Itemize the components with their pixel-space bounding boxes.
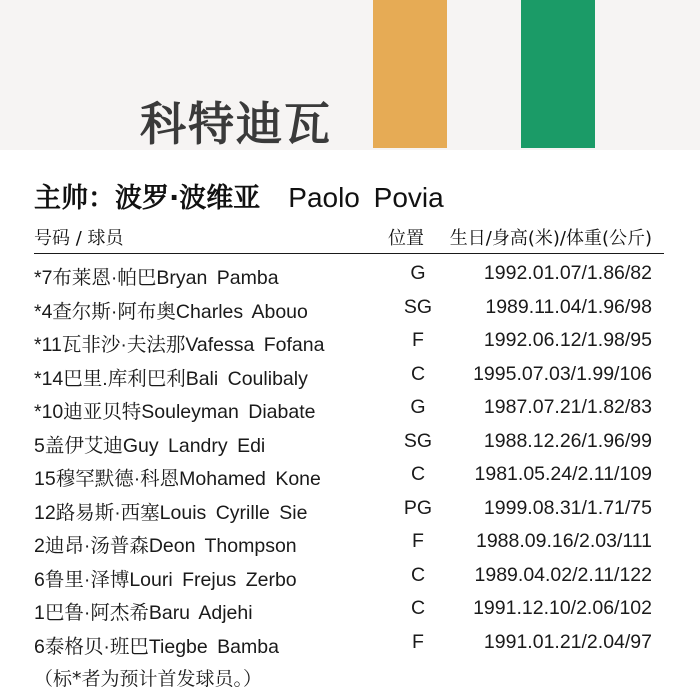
coach-line (34, 176, 444, 215)
player-name: 6泰格贝·班巴Tiegbe Bamba (34, 635, 279, 658)
player-position: C (410, 362, 426, 385)
coach-name-en: Paolo Povia (288, 182, 444, 213)
header-player: 号码 / 球员 (34, 228, 124, 249)
player-name: *11瓦非沙·夫法那Vafessa Fofana (34, 334, 325, 356)
table-row (34, 426, 664, 460)
table-row (34, 459, 664, 493)
player-stats: 1987.07.21/1.82/83 (483, 396, 652, 418)
player-stats: 1981.05.24/2.11/109 (474, 463, 652, 485)
player-stats: 1991.01.21/2.04/97 (483, 630, 652, 653)
coach-name-cn: 主帅：波罗·波维亚 (34, 183, 261, 214)
player-position: PG (403, 496, 433, 519)
starter-note: （标*者为预计首发球员。） (34, 668, 263, 690)
table-header (34, 222, 664, 252)
player-name: *4查尔斯·阿布奥Charles Abouo (34, 300, 308, 323)
player-stats: 1988.09.16/2.03/111 (475, 530, 652, 552)
table-row (34, 392, 664, 426)
flag-orange-stripe (373, 0, 447, 148)
player-name: 5盖伊艾迪Guy Landry Edi (34, 434, 266, 457)
player-position: C (410, 563, 426, 586)
table-row (34, 627, 664, 661)
player-position: F (412, 530, 424, 552)
player-stats: 1992.01.07/1.86/82 (483, 262, 652, 284)
table-row (34, 325, 664, 359)
table-row (34, 359, 664, 393)
team-name: 科特迪瓦 (140, 97, 332, 151)
player-stats: 1992.06.12/1.98/95 (483, 329, 652, 351)
player-stats: 1995.07.03/1.99/106 (473, 362, 652, 385)
player-stats: 1989.11.04/1.96/98 (485, 295, 652, 318)
header-position: 位置 (388, 228, 424, 249)
player-position: G (410, 396, 426, 418)
header-background (0, 0, 700, 150)
player-name: *7布莱恩·帕巴Bryan Pamba (34, 267, 279, 289)
table-row (34, 493, 664, 527)
player-stats: 1991.12.10/2.06/102 (473, 597, 652, 619)
player-stats: 1988.12.26/1.96/99 (483, 429, 652, 452)
player-name: 12路易斯·西塞Louis Cyrille Sie (34, 501, 308, 524)
player-stats: 1999.08.31/1.71/75 (483, 496, 652, 519)
roster-table (34, 258, 664, 660)
player-name: 15穆罕默德·科恩Mohamed Kone (34, 468, 321, 490)
flag-green-stripe (521, 0, 595, 148)
player-name: 2迪昂·汤普森Deon Thompson (34, 535, 297, 557)
player-stats: 1989.04.02/2.11/122 (474, 563, 652, 586)
header-divider (34, 253, 664, 254)
player-position: SG (403, 295, 433, 318)
table-row (34, 560, 664, 594)
player-name: 6鲁里·泽博Louri Frejus Zerbo (34, 568, 297, 591)
player-position: F (412, 329, 424, 351)
player-name: 1巴鲁·阿杰希Baru Adjehi (34, 602, 253, 624)
player-position: F (412, 630, 424, 653)
table-row (34, 593, 664, 627)
player-name: *14巴里.库利巴利Bali Coulibaly (34, 367, 308, 390)
table-row (34, 292, 664, 326)
player-position: SG (403, 429, 433, 452)
player-position: C (410, 597, 426, 619)
player-position: C (410, 463, 426, 485)
table-row (34, 526, 664, 560)
header-stats: 生日/身高(米)/体重(公斤) (449, 228, 652, 249)
player-name: *10迪亚贝特Souleyman Diabate (34, 401, 316, 423)
player-position: G (410, 262, 426, 284)
table-row (34, 258, 664, 292)
